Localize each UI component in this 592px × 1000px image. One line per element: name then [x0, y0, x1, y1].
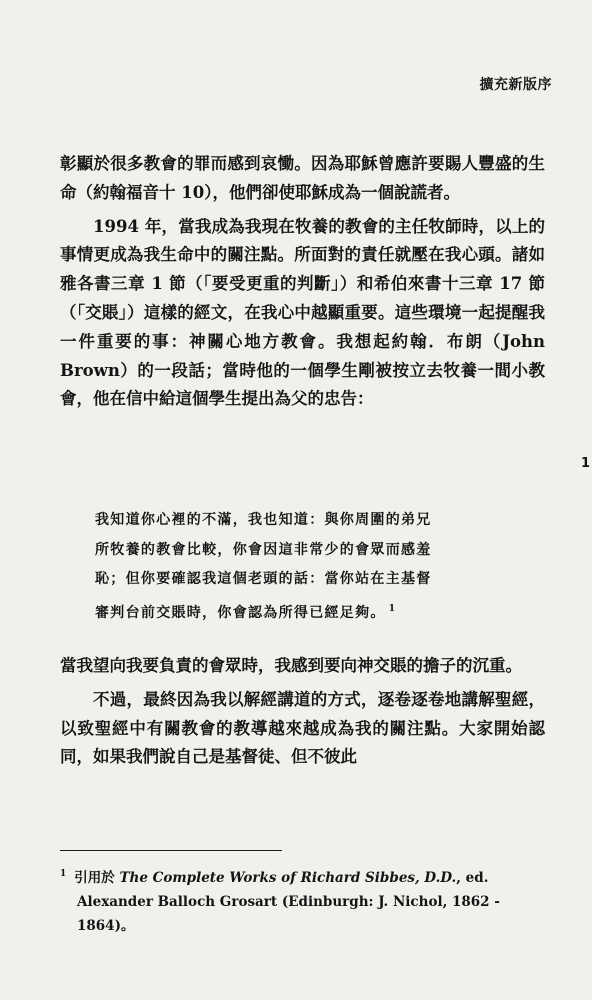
footnote: [60, 862, 550, 938]
footnote-prefix: 引用於: [74, 870, 120, 886]
footnote-number: 1: [60, 869, 67, 879]
running-header: 擴充新版序: [479, 77, 552, 93]
body-text-bottom: [60, 652, 545, 777]
paragraph: 當我望向我要負責的會眾時，我感到要向神交賬的擔子的沉重。: [60, 656, 522, 675]
margin-mark: 1: [580, 456, 590, 471]
quote-line: 恥；但你要確認我這個老頭的話：當你站在主基督: [95, 571, 432, 587]
quote-line: 審判台前交賬時，你會認為所得已經足夠。: [95, 604, 386, 621]
paragraph: 彰顯於很多教會的罪而感到哀慟。因為耶穌曾應許要賜人豐盛的生命（約翰福音十 10），他們卻使耶穌成為一個說謊者。: [60, 154, 545, 202]
quote-line: 所牧養的教會比較，你會因這非常少的會眾而感羞: [95, 541, 432, 558]
body-text-top: [60, 150, 545, 419]
block-quote: [95, 506, 525, 628]
footnote-line2: Alexander Balloch Grosart (Edinburgh: J. Nichol, 1862 - 1864)。: [77, 894, 500, 934]
quote-line-last: [95, 595, 525, 629]
paragraph: 1994 年，當我成為我現在牧養的教會的主任牧師時，以上的事情更成為我生命中的關注點。所面對的責任就壓在我心頭。諸如雅各書三章 1 節（「要受更重的判斷」）和希伯來書十三章 17 節（「交賬」）這樣的經文，在我心中越顯重要。這些環境一起提醒我一件重要的事：神關心地方教會。我想起約翰．布朗（John Brown）的一段話；當時他的一個學生剛被按立去牧養一間小教會，他在信中給這個學生提出為父的忠告：: [60, 216, 545, 409]
footnote-ed: , ed.: [456, 870, 489, 886]
footnote-rule: [60, 850, 282, 851]
paragraph: 不過，最終因為我以解經講道的方式，逐卷逐卷地講解聖經，以致聖經中有關教會的教導越來越成為我的關注點。大家開始認同，如果我們說自己是基督徒、但不彼此: [60, 689, 545, 767]
quote-line: 我知道你心裡的不滿，我也知道：與你周圍的弟兄: [95, 512, 432, 528]
footnote-ref[interactable]: 1: [388, 603, 397, 614]
footnote-book-title: The Complete Works of Richard Sibbes, D.D.: [119, 870, 457, 886]
